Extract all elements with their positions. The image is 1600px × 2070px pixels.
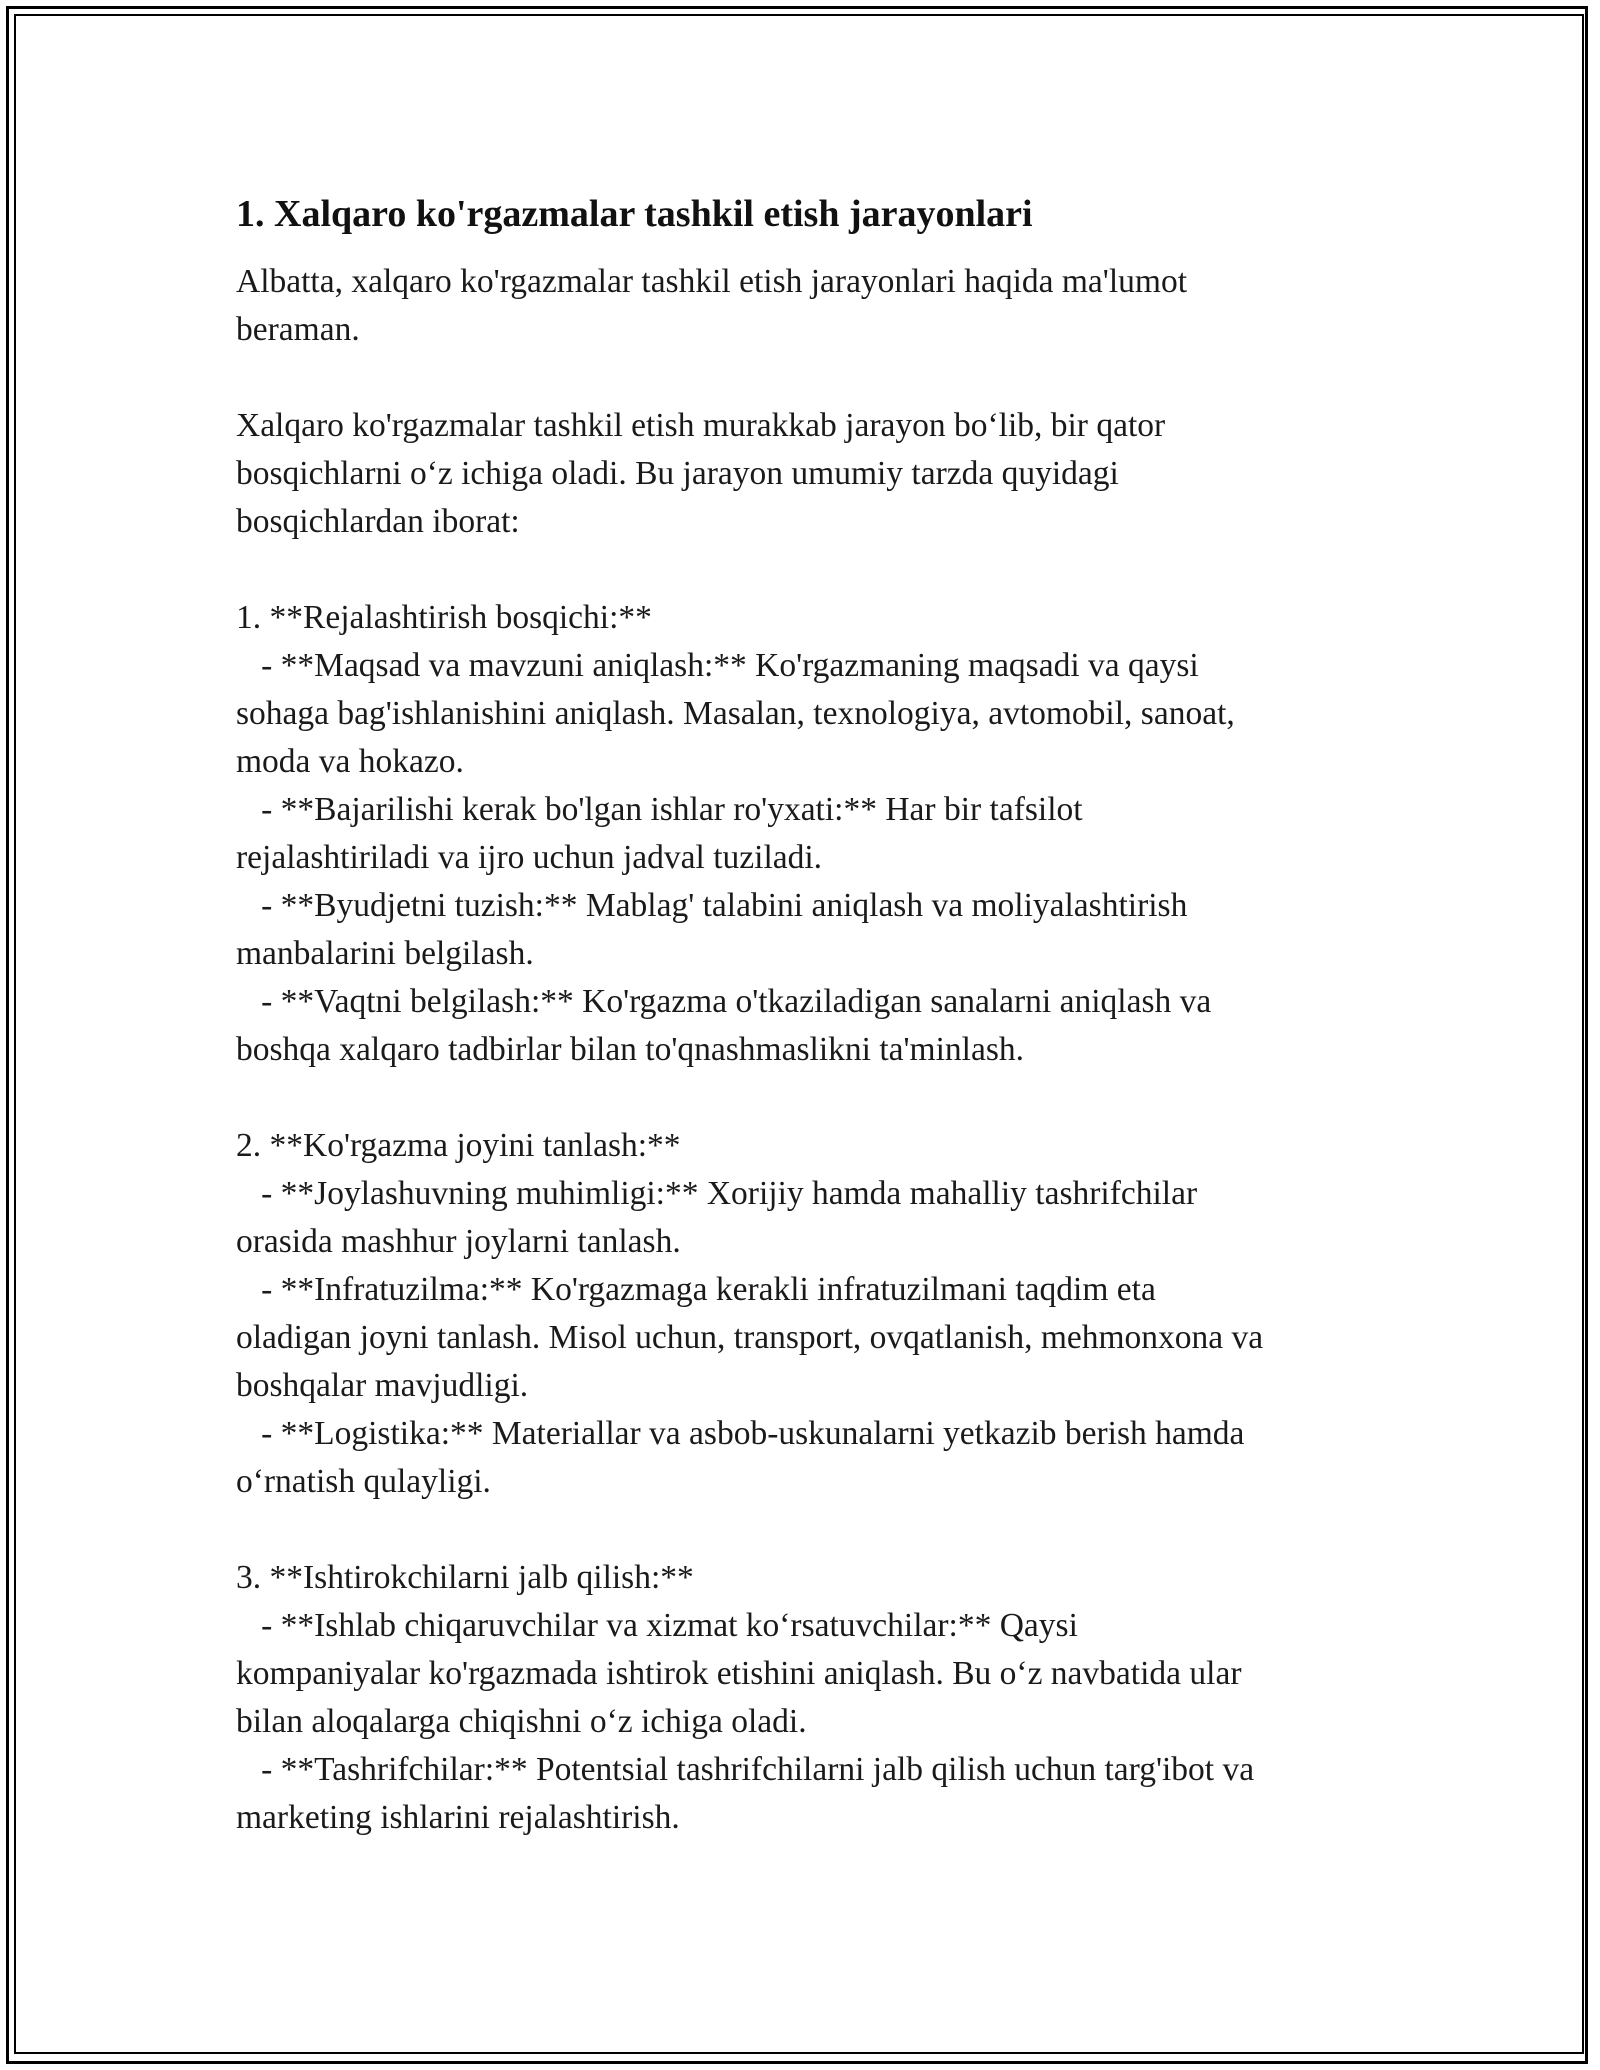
- overview-paragraph: Xalqaro ko'rgazmalar tashkil etish murakkab jarayon bo‘lib, bir qator bosqichlarni o‘z ichiga oladi. Bu jarayon umumiy tarzda quyidagi bosqichlardan iborat:: [236, 407, 1166, 540]
- paragraph-gap: [236, 1506, 1386, 1554]
- section-participants: 3. **Ishtirokchilarni jalb qilish:** - **Ishlab chiqaruvchilar va xizmat ko‘rsatuvchilar:** Qaysi kompaniyalar ko'rgazmada ishtirok etishini aniqlash. Bu o‘z navbatida ular bilan aloqalarga chiqishni o‘z ichiga oladi. - **Tashrifchilar:** Potentsial tashrifchilarni jalb qilish uchun targ'ibot va marketing ishlarini rejalashtirish.: [236, 1559, 1255, 1836]
- section-planning: 1. **Rejalashtirish bosqichi:** - **Maqsad va mavzuni aniqlash:** Ko'rgazmaning maqsadi va qaysi sohaga bag'ishlanishini aniqlash. Masalan, texnologiya, avtomobil, sanoat, moda va hokazo. - **Bajarilishi kerak bo'lgan ishlar ro'yxati:** Har bir tafsilot rejalashtiriladi va ijro uchun jadval tuziladi. - **Byudjetni tuzish:** Mablag' talabini aniqlash va moliyalashtirish manbalarini belgilash. - **Vaqtni belgilash:** Ko'rgazma o'tkaziladigan sanalarni aniqlash va boshqa xalqaro tadbirlar bilan to'qnashmaslikni ta'minlash.: [236, 599, 1235, 1068]
- paragraph-gap: [236, 546, 1386, 594]
- intro-paragraph: Albatta, xalqaro ko'rgazmalar tashkil etish jarayonlari haqida ma'lumot beraman.: [236, 263, 1188, 348]
- paragraph-gap: [236, 1074, 1386, 1122]
- paragraph-gap: [236, 354, 1386, 402]
- document-body: [236, 188, 1386, 1842]
- section-venue: 2. **Ko'rgazma joyini tanlash:** - **Joylashuvning muhimligi:** Xorijiy hamda mahalliy tashrifchilar orasida mashhur joylarni tanlash. - **Infratuzilma:** Ko'rgazmaga kerakli infratuzilmani taqdim eta oladigan joyni tanlash. Misol uchun, transport, ovqatlanish, mehmonxona va boshqalar mavjudligi. - **Logistika:** Materiallar va asbob-uskunalarni yetkazib berish hamda o‘rnatish qulayligi.: [236, 1127, 1264, 1500]
- document-title: 1. Xalqaro ko'rgazmalar tashkil etish jarayonlari: [236, 193, 1033, 235]
